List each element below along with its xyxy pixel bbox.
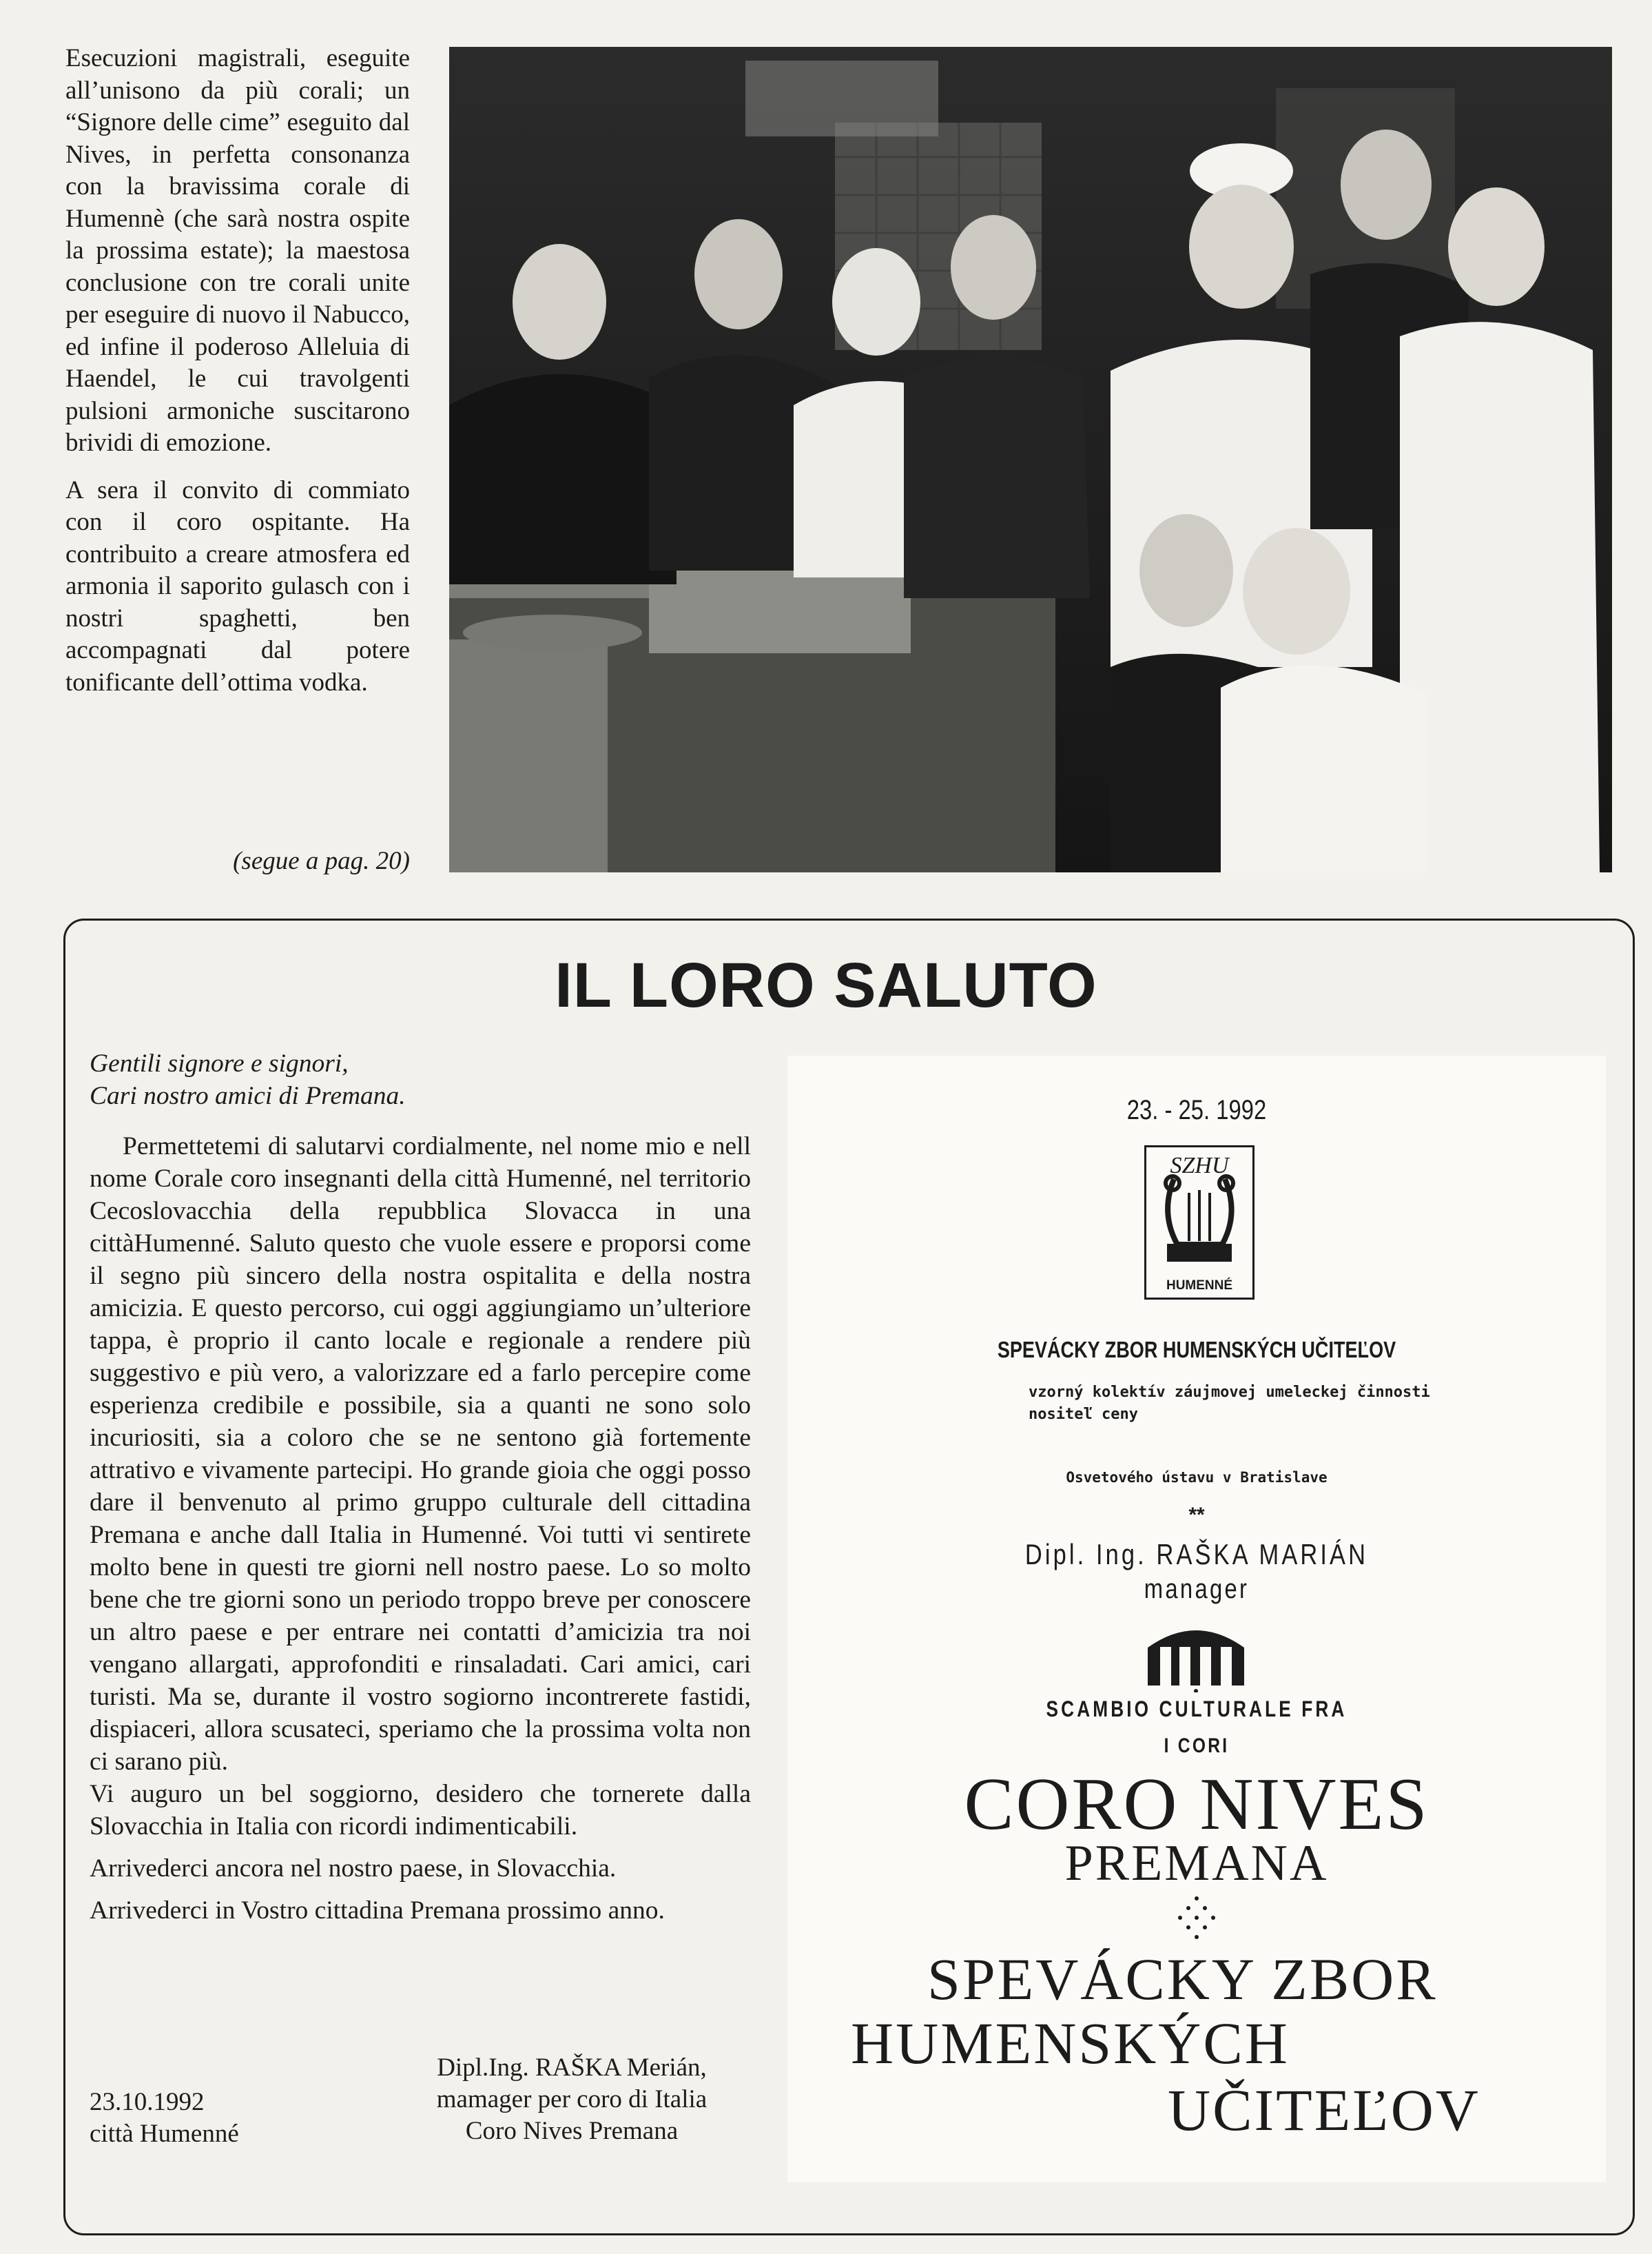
cert-premana: PREMANA [1064, 1835, 1329, 1892]
letter-date-place [90, 2087, 365, 2150]
cert-institute: Osvetového ústavu v Bratislave [1066, 1469, 1328, 1486]
letter-signature [386, 2052, 758, 2147]
logo-initials: SZHU [1170, 1153, 1229, 1178]
letter-date: 23.10.1992 [90, 2088, 205, 2116]
cert-coro-nives: CORO NIVES [964, 1763, 1429, 1845]
letter-paragraph: Vi auguro un bel soggiorno, desidero che tornerete dalla Slovacchia in Italia con ricordi indimenticabili. [90, 1780, 751, 1841]
logo-city: HUMENNÉ [1166, 1278, 1233, 1293]
photo-illustration [449, 47, 1612, 872]
lyre-icon [1146, 1172, 1252, 1275]
cert-dates: 23. - 25. 1992 [1126, 1095, 1267, 1125]
group-photo [449, 47, 1612, 872]
cert-choir-name: SPEVÁCKY ZBOR HUMENSKÝCH UČITEĽOV [997, 1337, 1396, 1362]
signature-line: Dipl.Ing. RAŠKA Merián, [437, 2053, 707, 2082]
letter-greeting: Gentili signore e signori, [90, 1049, 349, 1078]
cert-collective: vzorný kolektív záujmovej umeleckej činnosti [1029, 1384, 1430, 1401]
letter-greeting: Cari nostro amici di Premana. [90, 1082, 406, 1110]
article-column [65, 43, 410, 714]
dots-ornament [1176, 1893, 1217, 1948]
letter-paragraph: Permettetemi di salutarvi cordialmente, nel nome mio e nell nome Corale coro insegnanti della città Humenné, nel territorio Cecoslovacchia della repubblica Slovacca in una cittàHumenné. Saluto questo che vuole essere e proporsi come il segno più sincero della nostra ospitalita e della nostra amicizia. E questo percorso, cui oggi aggiungiamo un’ulteriore tappa, è proprio il canto locale e regionale a rendere più suggestivo e più vero, a valorizzare ed a farlo percepire come esperienza credibile e possibile, sia a quanti ne sono solo incuriositi, sia a coloro che se ne sentono già fortemente attrativo e vivamente partecipi. Ho grande gioia che oggi posso dare il benvenuto al primo gruppo culturale dell cittadina Premana e anche dall Italia in Humenné. Voi tutti vi sentirete molto bene in questi tre giorni nell nostro paese. Lo so molto bene che tre giorni sono un periodo troppo breve per conoscere un altro paese e per entrare nei contatti d’amicizia tra noi vengano allargati, approfonditi e rinsaladati. Cari amici, cari turisti. Ma se, durante il vostro sogiorno incontrerete fastidi, dispiaceri, allora scusateci, speriamo che la prossima volta non ci sarano più. [90, 1132, 751, 1776]
cert-spev-line2: HUMENSKÝCH [851, 2010, 1290, 2076]
letter-place: città Humenné [90, 2120, 239, 2148]
box-title: IL LORO SALUTO [555, 950, 1097, 1021]
building-icon [1141, 1617, 1251, 1692]
cert-manager-name: Dipl. Ing. RAŠKA MARIÁN [1024, 1538, 1369, 1570]
signature-line: Coro Nives Premana [465, 2117, 679, 2145]
cert-stars: ** [1188, 1504, 1205, 1526]
cert-cori: I CORI [1164, 1734, 1230, 1757]
cert-award: nositeľ ceny [1029, 1406, 1138, 1423]
choir-logo [1144, 1145, 1255, 1300]
exchange-certificate [787, 1056, 1606, 2182]
cert-exchange: SCAMBIO CULTURALE FRA [1046, 1697, 1348, 1721]
continued-note: (segue a pag. 20) [233, 847, 410, 875]
signature-line: mamager per coro di Italia [436, 2085, 708, 2113]
article-paragraph: Esecuzioni magistrali, eseguite all’unisono da più corali; un “Signore delle cime” eseguito dal Nives, in perfetta consonanza con la bravissima corale di Humennè (che sarà nostra ospite la prossima estate); la maestosa conclusione con tre corali unite per eseguire di nuovo il Nabucco, ed infine il poderoso Alleluia di Haendel, le cui travolgenti pulsioni armoniche suscitarono brividi di emozione. [65, 44, 410, 457]
cert-spev-line1: SPEVÁCKY ZBOR [927, 1946, 1438, 2012]
letter-text [90, 1047, 751, 1927]
cert-manager-title: manager [1144, 1574, 1250, 1604]
letter-paragraph: Arrivederci in Vostro cittadina Premana prossimo anno. [90, 1896, 665, 1925]
letter-paragraph: Arrivederci ancora nel nostro paese, in Slovacchia. [90, 1854, 617, 1883]
cert-spev-line3: UČITEĽOV [1168, 2077, 1480, 2143]
article-paragraph: A sera il convito di commiato con il coro ospitante. Ha contribuito a creare atmosfera ed armonia il saporito gulasch con i nostri spaghetti, ben accompagnati dal potere tonificante dell’ottima vodka. [65, 475, 410, 697]
